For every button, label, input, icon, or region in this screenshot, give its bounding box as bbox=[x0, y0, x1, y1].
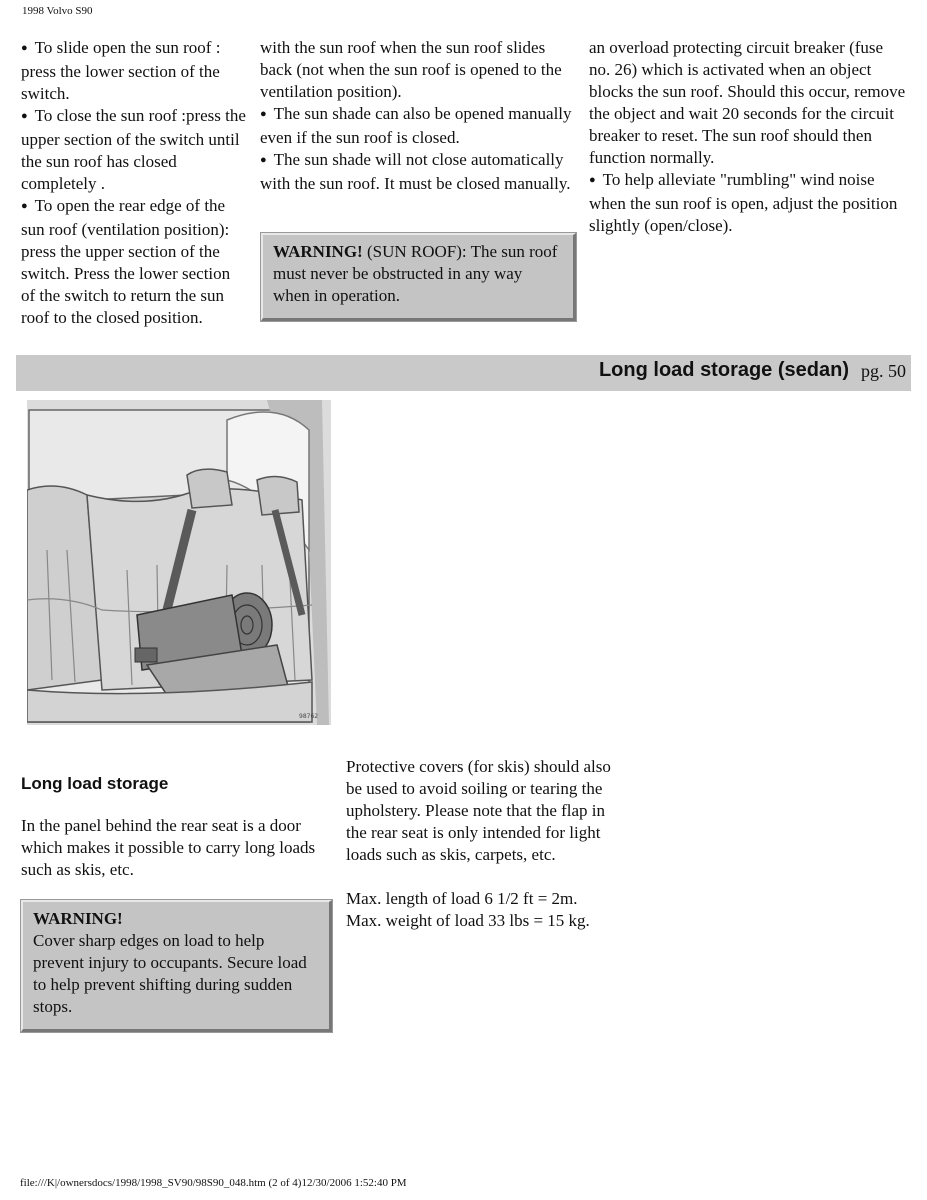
column-3 bbox=[589, 37, 907, 237]
bullet-sunshade-open: ● The sun shade can also be opened manually even if the sun roof is closed. bbox=[260, 103, 576, 149]
bullet-rumbling: ● To help alleviate "rumbling" wind noise when the sun roof is open, adjust the position slightly (open/close). bbox=[589, 169, 907, 237]
section-banner bbox=[16, 355, 911, 391]
warning-text: Cover sharp edges on load to help prevent injury to occupants. Secure load to help prevent shifting during sudden stops. bbox=[33, 931, 307, 1016]
bullet-slide-open: ● To slide open the sun roof : press the lower section of the switch. bbox=[21, 37, 247, 105]
document-header: 1998 Volvo S90 bbox=[22, 5, 93, 17]
footer-path: file:///K|/ownersdocs/1998/1998_SV90/98S90_048.htm (2 of 4)12/30/2006 1:52:40 PM bbox=[20, 1177, 407, 1189]
rear-seat-drawing bbox=[27, 400, 331, 725]
warning-text: (SUN ROOF): The sun roof must never be obstructed in any way when in operation. bbox=[273, 242, 558, 305]
warning-label: WARNING! bbox=[33, 909, 123, 928]
page-reference: pg. 50 bbox=[861, 361, 906, 381]
section-title: Long load storage (sedan) bbox=[598, 359, 849, 381]
long-load-body: In the panel behind the rear seat is a door which makes it possible to carry long loads such as skis, etc. bbox=[21, 816, 316, 879]
max-length: Max. length of load 6 1/2 ft = 2m. bbox=[346, 889, 578, 908]
bullet-sunshade-close: ● The sun shade will not close automatically with the sun roof. It must be closed manually. bbox=[260, 149, 576, 195]
long-load-heading: Long load storage bbox=[21, 774, 169, 793]
bullet-close: ● To close the sun roof :press the upper section of the switch until the sun roof has closed completely . bbox=[21, 105, 247, 195]
sunroof-warning-box bbox=[261, 233, 576, 321]
protective-covers-para: Protective covers (for skis) should also be used to avoid soiling or tearing the upholstery. Please note that the flap in the rear seat is only intended for light loads such as skis, carpets, etc. bbox=[346, 757, 611, 864]
long-load-warning-box bbox=[21, 900, 332, 1032]
column-1 bbox=[21, 37, 247, 329]
bullet-ventilation: ● To open the rear edge of the sun roof (ventilation position): press the upper section of the switch. Press the lower section of the switch to return the sun roof to the closed position. bbox=[21, 195, 247, 329]
figure-code: 98762 bbox=[299, 713, 319, 720]
warning-label: WARNING! bbox=[273, 242, 363, 261]
rear-seat-illustration bbox=[27, 400, 331, 725]
col2-continuation: with the sun roof when the sun roof slides back (not when the sun roof is opened to the ventilation position). bbox=[260, 38, 562, 101]
col3-continuation: an overload protecting circuit breaker (fuse no. 26) which is activated when an object blocks the sun roof. Should this occur, remove the object and wait 20 seconds for the circuit breaker to reset. The sun roof should then function normally. bbox=[589, 38, 906, 167]
protective-covers-text bbox=[346, 756, 621, 932]
max-weight: Max. weight of load 33 lbs = 15 kg. bbox=[346, 911, 590, 930]
column-2 bbox=[260, 37, 576, 195]
